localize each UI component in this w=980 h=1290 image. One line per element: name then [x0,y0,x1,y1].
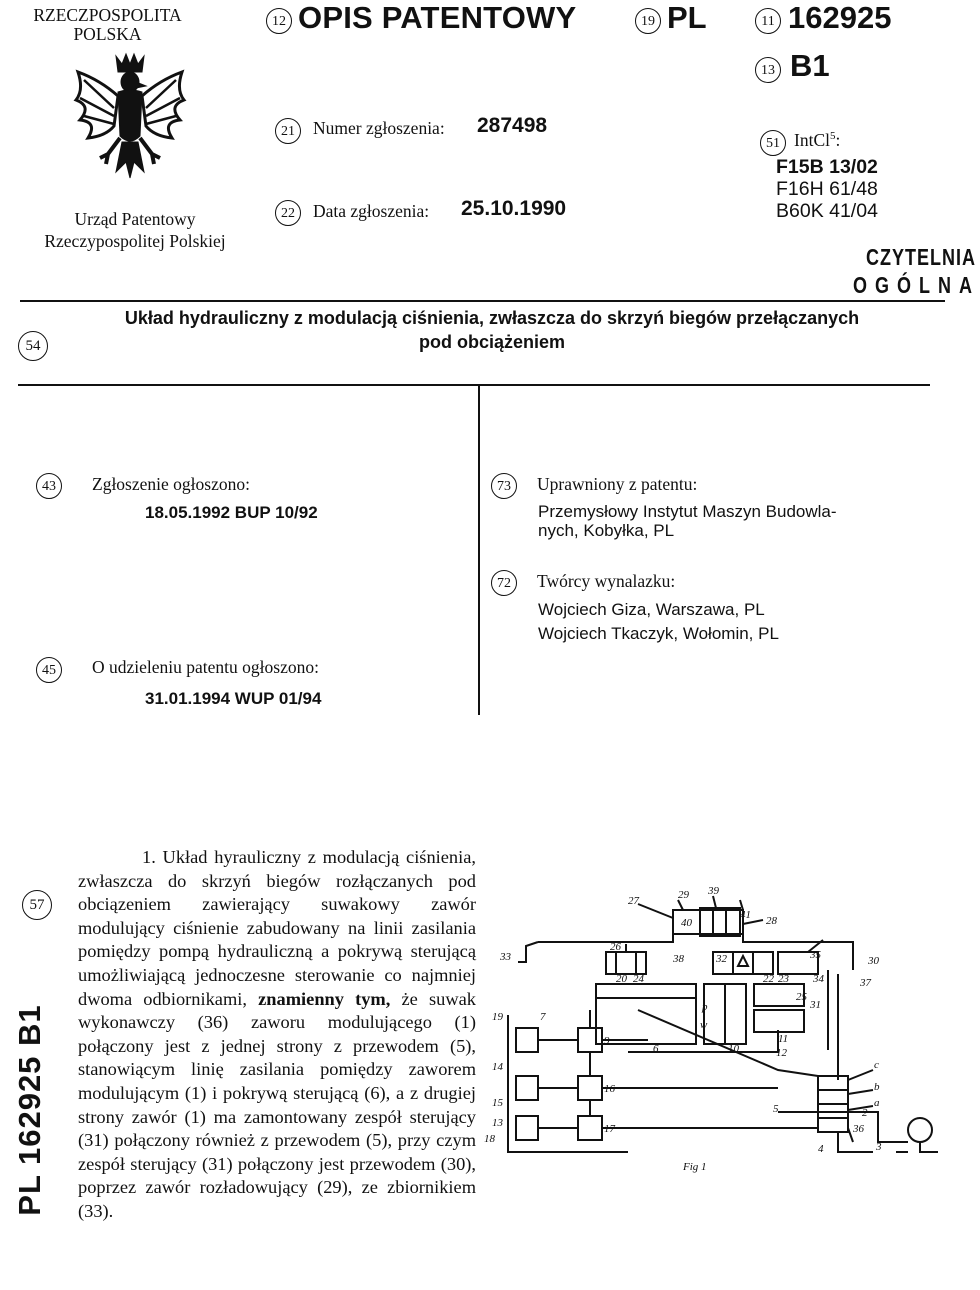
valve-26 [606,952,646,974]
country-line1: RZECZPOSPOLITA [33,5,182,25]
fig-label: 3 [876,1141,882,1153]
fig-label: 6 [653,1043,659,1055]
figure-caption: Fig 1 [683,1161,707,1173]
fig-label: 15 [492,1097,503,1109]
valve-23 [754,1010,804,1032]
fig-label: 29 [678,889,689,901]
fig-label: 28 [766,915,777,927]
fig-label: 40 [681,917,692,929]
valve-block-29 [700,908,740,936]
fig-label: 11 [778,1033,789,1045]
ipc-code: F15B 13/02 [776,156,878,178]
fig-label: 26 [610,941,621,953]
office-line2: Rzeczypospolitej Polskiej [44,231,226,251]
patent-kind: B1 [790,48,830,83]
app-date: 25.10.1990 [461,197,567,220]
fig-label: 5 [773,1103,779,1115]
holder-value [538,502,837,540]
holder-line1: Przemysłowy Instytut Maszyn Budowla- [538,502,837,521]
inventor: Wojciech Giza, Warszawa, PL [538,600,765,619]
fig-label: 33 [500,951,511,963]
ipc-label [794,130,840,151]
fig-label: 31 [810,999,821,1011]
inventor: Wojciech Tkaczyk, Wołomin, PL [538,624,779,643]
receiver-14 [516,1076,538,1100]
invention-title-line1: Układ hydrauliczny z modulacją ciśnienia, zwłaszcza do skrzyń biegów przełączanych [124,308,860,328]
code-13-badge: 13 [755,57,781,83]
claim-part2: że suwak wykonawczy (36) zaworu modulującego (1) połączony jest z jednej strony z przewodem (5), stanowiącym linię zasilania pomiędzy zaworem modulującym (1) i pokrywą sterującą (6), a z drugiej strony zawór (1) ma zamontowany zespół sterujący (31) połączony również z przewodem (5), przy czym zespół sterujący (31) połączony jest przewodem (30), poprzez zawór rozładowujący (29), ze zbiornikiem (33). [78,988,476,1221]
ipc-colon: : [835,130,841,150]
code-73-badge: 73 [491,473,517,499]
pump-symbol [908,1118,932,1142]
fig-label: 2 [862,1107,868,1119]
office-line1: Urząd Patentowy [74,209,196,229]
valve-15 [578,1076,602,1100]
fig-label: 38 [673,953,684,965]
receiver-13 [516,1116,538,1140]
app-number-label: Numer zgłoszenia: [313,118,445,138]
claim-text [78,846,476,1224]
code-72-badge: 72 [491,570,517,596]
valve-17 [578,1116,602,1140]
receiver-19 [516,1028,538,1052]
country-code: PL [667,0,707,35]
code-54-badge: 54 [18,331,48,361]
fig-label: 36 [853,1123,864,1135]
announced-label: Zgłoszenie ogłoszono: [92,474,250,494]
claim-characterised: znamienny tym, [258,988,391,1009]
fig-label: 20 [616,973,627,985]
fig-label: 9 [604,1035,610,1047]
fig-label: 39 [708,885,719,897]
eagle-emblem [70,50,190,190]
code-11-badge: 11 [755,8,781,34]
fig-label: 14 [492,1061,503,1073]
invention-title [92,306,892,354]
fig-label: 16 [604,1083,615,1095]
fig-label: 19 [492,1011,503,1023]
country-name [20,6,195,44]
fig-label: 27 [628,895,639,907]
fig-label: 35 [810,949,821,961]
holder-line2: nych, Kobyłka, PL [538,521,675,540]
ipc-code: B60K 41/04 [776,200,878,222]
holder-label: Uprawniony z patentu: [537,474,698,494]
ipc-codes [776,156,878,222]
fig-label: 17 [604,1123,615,1135]
granted-label: O udzieleniu patentu ogłoszono: [92,657,319,677]
fig-label: 22 [763,973,774,985]
patent-number: 162925 [788,0,892,35]
code-57-badge: 57 [22,890,52,920]
claim-part1: 1. Układ hyrauliczny z modulacją ciśnienia, zwłaszcza do skrzyń biegów rozłączanych pod obciązeniem zawierający suwakowy zawór modulujący ciśnienie zabudowany na linii zasilania pomiędzy pompą hydrauliczną a pokrywą sterującą umożliwiającą jednoczesne sterowanie co najmniej dwoma odbiornikami, [78,847,476,1009]
code-22-badge: 22 [275,200,301,226]
fig-label: 23 [778,973,789,985]
fig-label: 34 [813,973,824,985]
fig-label: 18 [484,1133,495,1145]
ipc-edition: 5 [829,130,836,143]
inventors-list [538,598,779,646]
fig-label: a [874,1097,880,1109]
fig-label: p [702,1001,708,1013]
library-stamp-line2: OGÓLNA [853,272,980,298]
fig-label: b [874,1081,880,1093]
side-patent-id: PL 162925 B1 [12,1004,47,1216]
granted-value: 31.01.1994 WUP 01/94 [145,689,322,708]
fig-label: 24 [633,973,644,985]
fig-label: 41 [740,909,751,921]
code-12-badge: 12 [266,8,292,34]
code-43-badge: 43 [36,473,62,499]
inventors-label: Twórcy wynalazku: [537,571,676,591]
fig-label: w [700,1019,708,1031]
fig-label: 7 [540,1011,546,1023]
country-line2: POLSKA [73,24,142,44]
ipc-code: F16H 61/48 [776,178,878,200]
fig-label: 25 [796,991,807,1003]
patent-office [10,208,260,252]
library-stamp-line1: CZYTELNIA [866,244,976,270]
code-21-badge: 21 [275,118,301,144]
valve-9 [578,1028,602,1052]
document-title: OPIS PATENTOWY [298,0,577,35]
code-51-badge: 51 [760,130,786,156]
fig-label: 37 [860,977,871,989]
fig-label: 10 [728,1043,739,1055]
column-divider [478,385,480,715]
app-date-label: Data zgłoszenia: [313,201,430,221]
fig-label: c [874,1059,879,1071]
fig-label: 32 [716,953,727,965]
code-45-badge: 45 [36,657,62,683]
fig-label: 13 [492,1117,503,1129]
invention-title-line2: pod obciążeniem [418,332,566,352]
ipc-label-text: IntCl [794,130,830,150]
title-divider [18,384,930,386]
app-number: 287498 [477,114,548,137]
fig-label: 4 [818,1143,824,1155]
hydraulic-diagram [478,880,948,1180]
header-divider [20,300,945,302]
announced-value: 18.05.1992 BUP 10/92 [145,503,318,522]
fig-label: 30 [868,955,879,967]
fig-label: 12 [776,1047,787,1059]
code-19-badge: 19 [635,8,661,34]
